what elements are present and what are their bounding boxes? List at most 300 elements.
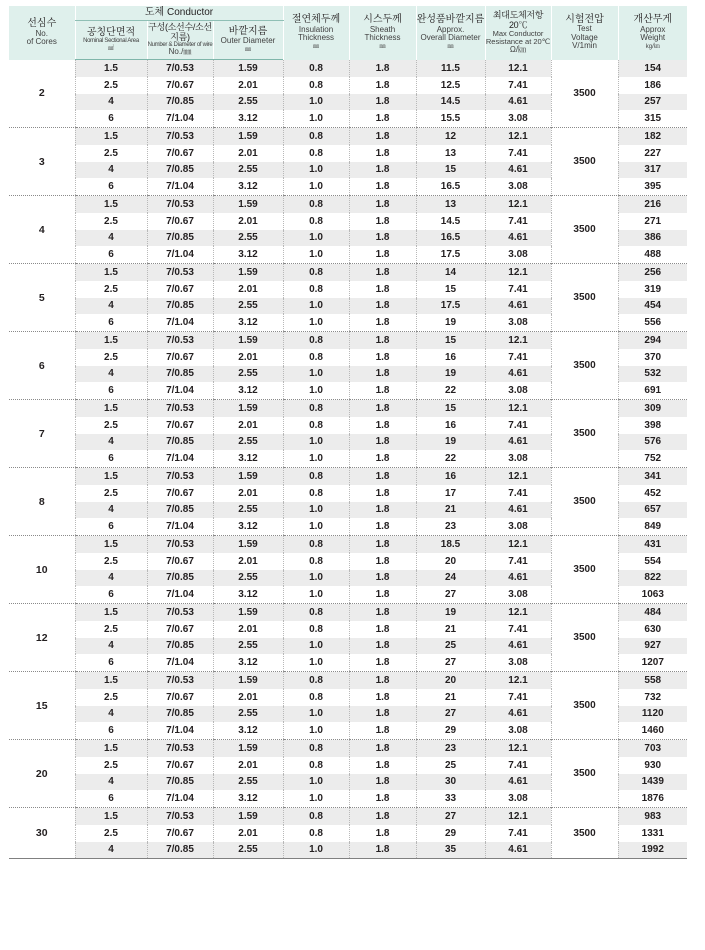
area-cell: 6 [75, 722, 147, 739]
outer-diameter-cell: 3.12 [213, 382, 283, 399]
sheath-cell: 1.8 [349, 740, 416, 757]
header-insulation-en1: Insulation [298, 24, 334, 34]
header-sheath-en1: Sheath [369, 24, 396, 34]
sheath-cell: 1.8 [349, 281, 416, 298]
area-cell: 1.5 [75, 128, 147, 145]
area-cell: 4 [75, 638, 147, 655]
cores-cell: 30 [9, 808, 75, 859]
sheath-cell: 1.8 [349, 332, 416, 349]
resistance-cell: 3.08 [485, 178, 551, 195]
header-cores [9, 6, 75, 60]
resistance-cell: 4.61 [485, 434, 551, 451]
overall-diameter-cell: 18.5 [416, 536, 485, 553]
area-cell: 4 [75, 298, 147, 315]
sheath-cell: 1.8 [349, 264, 416, 281]
outer-diameter-cell: 2.55 [213, 94, 283, 111]
area-cell: 4 [75, 842, 147, 859]
overall-diameter-cell: 29 [416, 722, 485, 739]
outer-diameter-cell: 2.55 [213, 298, 283, 315]
area-cell: 1.5 [75, 468, 147, 485]
outer-diameter-cell: 2.55 [213, 842, 283, 859]
area-cell: 2.5 [75, 281, 147, 298]
header-insulation-unit: ㎜ [313, 43, 320, 50]
sheath-cell: 1.8 [349, 790, 416, 807]
header-weight-ko: 개산무게 [633, 14, 673, 26]
weight-cell: 154 [618, 60, 687, 77]
weight-cell: 558 [618, 672, 687, 689]
wire-cell: 7/0.85 [147, 230, 213, 247]
table-body [9, 60, 687, 859]
header-wire [147, 21, 213, 60]
area-cell: 4 [75, 570, 147, 587]
sheath-cell: 1.8 [349, 196, 416, 213]
area-cell: 6 [75, 178, 147, 195]
header-wire-unit: No./㎜ [168, 47, 192, 57]
header-weight [618, 6, 687, 60]
outer-diameter-cell: 1.59 [213, 196, 283, 213]
resistance-cell: 12.1 [485, 400, 551, 417]
sheath-cell: 1.8 [349, 722, 416, 739]
overall-diameter-cell: 19 [416, 604, 485, 621]
area-cell: 6 [75, 110, 147, 127]
outer-diameter-cell: 3.12 [213, 314, 283, 331]
header-overall-ko: 완성품바깥지름 [416, 14, 485, 26]
insulation-cell: 0.8 [283, 672, 349, 689]
area-cell: 2.5 [75, 485, 147, 502]
area-cell: 4 [75, 94, 147, 111]
insulation-cell: 0.8 [283, 128, 349, 145]
header-overall-unit: ㎜ [447, 43, 454, 50]
overall-diameter-cell: 24 [416, 570, 485, 587]
overall-diameter-cell: 29 [416, 825, 485, 842]
outer-diameter-cell: 2.01 [213, 213, 283, 230]
weight-cell: 554 [618, 553, 687, 570]
resistance-cell: 3.08 [485, 586, 551, 603]
insulation-cell: 1.0 [283, 842, 349, 859]
resistance-cell: 7.41 [485, 145, 551, 162]
insulation-cell: 1.0 [283, 382, 349, 399]
cores-cell: 15 [9, 672, 75, 740]
resistance-cell: 4.61 [485, 842, 551, 859]
sheath-cell: 1.8 [349, 621, 416, 638]
overall-diameter-cell: 33 [416, 790, 485, 807]
weight-cell: 315 [618, 110, 687, 127]
test-voltage-cell: 3500 [551, 740, 618, 808]
wire-cell: 7/1.04 [147, 450, 213, 467]
sheath-cell: 1.8 [349, 349, 416, 366]
insulation-cell: 0.8 [283, 196, 349, 213]
wire-cell: 7/0.67 [147, 553, 213, 570]
area-cell: 6 [75, 382, 147, 399]
outer-diameter-cell: 2.01 [213, 757, 283, 774]
table-row [9, 740, 687, 757]
weight-cell: 317 [618, 162, 687, 179]
insulation-cell: 0.8 [283, 400, 349, 417]
resistance-cell: 4.61 [485, 638, 551, 655]
overall-diameter-cell: 27 [416, 808, 485, 825]
weight-cell: 927 [618, 638, 687, 655]
outer-diameter-cell: 3.12 [213, 790, 283, 807]
area-cell: 2.5 [75, 621, 147, 638]
sheath-cell: 1.8 [349, 774, 416, 791]
outer-diameter-cell: 1.59 [213, 604, 283, 621]
header-resistance-en2: Resistance at 20℃ [485, 36, 551, 46]
overall-diameter-cell: 17.5 [416, 246, 485, 263]
weight-cell: 691 [618, 382, 687, 399]
table-row [9, 604, 687, 621]
overall-diameter-cell: 16.5 [416, 178, 485, 195]
weight-cell: 452 [618, 485, 687, 502]
overall-diameter-cell: 19 [416, 366, 485, 383]
outer-diameter-cell: 2.55 [213, 434, 283, 451]
insulation-cell: 1.0 [283, 162, 349, 179]
header-resistance-unit: Ω/㎞ [509, 44, 527, 54]
area-cell: 1.5 [75, 60, 147, 77]
sheath-cell: 1.8 [349, 757, 416, 774]
weight-cell: 752 [618, 450, 687, 467]
weight-cell: 1460 [618, 722, 687, 739]
header-sheath [349, 6, 416, 60]
insulation-cell: 0.8 [283, 264, 349, 281]
resistance-cell: 7.41 [485, 485, 551, 502]
outer-diameter-cell: 1.59 [213, 60, 283, 77]
weight-cell: 930 [618, 757, 687, 774]
header-od-en: Outer Diameter [220, 36, 276, 46]
weight-cell: 294 [618, 332, 687, 349]
sheath-cell: 1.8 [349, 434, 416, 451]
overall-diameter-cell: 21 [416, 689, 485, 706]
overall-diameter-cell: 23 [416, 740, 485, 757]
area-cell: 1.5 [75, 400, 147, 417]
cores-cell: 2 [9, 60, 75, 128]
test-voltage-cell: 3500 [551, 604, 618, 672]
overall-diameter-cell: 15 [416, 332, 485, 349]
resistance-cell: 7.41 [485, 757, 551, 774]
area-cell: 6 [75, 314, 147, 331]
weight-cell: 488 [618, 246, 687, 263]
header-sheath-en2: Thickness [364, 33, 401, 43]
cores-cell: 12 [9, 604, 75, 672]
wire-cell: 7/0.85 [147, 94, 213, 111]
resistance-cell: 7.41 [485, 689, 551, 706]
overall-diameter-cell: 16.5 [416, 230, 485, 247]
outer-diameter-cell: 1.59 [213, 128, 283, 145]
table-row [9, 468, 687, 485]
weight-cell: 1992 [618, 842, 687, 859]
resistance-cell: 7.41 [485, 621, 551, 638]
wire-cell: 7/0.53 [147, 60, 213, 77]
header-voltage-en2: Voltage [571, 32, 598, 42]
outer-diameter-cell: 2.55 [213, 706, 283, 723]
outer-diameter-cell: 2.55 [213, 638, 283, 655]
area-cell: 6 [75, 586, 147, 603]
overall-diameter-cell: 16 [416, 468, 485, 485]
resistance-cell: 4.61 [485, 162, 551, 179]
weight-cell: 341 [618, 468, 687, 485]
weight-cell: 849 [618, 518, 687, 535]
header-cores-en1: No. [35, 28, 48, 38]
wire-cell: 7/1.04 [147, 314, 213, 331]
cores-cell: 6 [9, 332, 75, 400]
weight-cell: 216 [618, 196, 687, 213]
sheath-cell: 1.8 [349, 400, 416, 417]
wire-cell: 7/0.85 [147, 502, 213, 519]
wire-cell: 7/1.04 [147, 790, 213, 807]
resistance-cell: 12.1 [485, 808, 551, 825]
weight-cell: 395 [618, 178, 687, 195]
insulation-cell: 0.8 [283, 740, 349, 757]
weight-cell: 398 [618, 417, 687, 434]
sheath-cell: 1.8 [349, 502, 416, 519]
table-row [9, 332, 687, 349]
area-cell: 6 [75, 246, 147, 263]
resistance-cell: 3.08 [485, 246, 551, 263]
weight-cell: 370 [618, 349, 687, 366]
area-cell: 2.5 [75, 757, 147, 774]
resistance-cell: 3.08 [485, 654, 551, 671]
outer-diameter-cell: 2.01 [213, 281, 283, 298]
weight-cell: 576 [618, 434, 687, 451]
resistance-cell: 3.08 [485, 450, 551, 467]
sheath-cell: 1.8 [349, 536, 416, 553]
resistance-cell: 3.08 [485, 518, 551, 535]
insulation-cell: 1.0 [283, 94, 349, 111]
insulation-cell: 1.0 [283, 586, 349, 603]
overall-diameter-cell: 16 [416, 349, 485, 366]
outer-diameter-cell: 2.01 [213, 77, 283, 94]
area-cell: 2.5 [75, 349, 147, 366]
insulation-cell: 0.8 [283, 468, 349, 485]
resistance-cell: 3.08 [485, 722, 551, 739]
outer-diameter-cell: 2.01 [213, 485, 283, 502]
insulation-cell: 0.8 [283, 213, 349, 230]
overall-diameter-cell: 13 [416, 196, 485, 213]
weight-cell: 556 [618, 314, 687, 331]
sheath-cell: 1.8 [349, 689, 416, 706]
insulation-cell: 0.8 [283, 553, 349, 570]
sheath-cell: 1.8 [349, 518, 416, 535]
outer-diameter-cell: 1.59 [213, 332, 283, 349]
weight-cell: 484 [618, 604, 687, 621]
weight-cell: 822 [618, 570, 687, 587]
resistance-cell: 7.41 [485, 213, 551, 230]
table-row [9, 672, 687, 689]
header-weight-en2: Weight [640, 33, 666, 43]
sheath-cell: 1.8 [349, 672, 416, 689]
test-voltage-cell: 3500 [551, 196, 618, 264]
overall-diameter-cell: 35 [416, 842, 485, 859]
table-row [9, 808, 687, 825]
area-cell: 4 [75, 162, 147, 179]
area-cell: 1.5 [75, 196, 147, 213]
area-cell: 2.5 [75, 689, 147, 706]
sheath-cell: 1.8 [349, 468, 416, 485]
overall-diameter-cell: 20 [416, 553, 485, 570]
resistance-cell: 3.08 [485, 314, 551, 331]
area-cell: 1.5 [75, 264, 147, 281]
resistance-cell: 12.1 [485, 468, 551, 485]
table-header [9, 6, 687, 60]
insulation-cell: 1.0 [283, 230, 349, 247]
sheath-cell: 1.8 [349, 654, 416, 671]
resistance-cell: 7.41 [485, 77, 551, 94]
weight-cell: 1331 [618, 825, 687, 842]
cores-cell: 7 [9, 400, 75, 468]
overall-diameter-cell: 17 [416, 485, 485, 502]
wire-cell: 7/0.67 [147, 77, 213, 94]
wire-cell: 7/0.85 [147, 434, 213, 451]
resistance-cell: 7.41 [485, 349, 551, 366]
wire-cell: 7/0.53 [147, 332, 213, 349]
weight-cell: 309 [618, 400, 687, 417]
resistance-cell: 12.1 [485, 264, 551, 281]
cores-cell: 5 [9, 264, 75, 332]
sheath-cell: 1.8 [349, 314, 416, 331]
insulation-cell: 1.0 [283, 706, 349, 723]
area-cell: 1.5 [75, 672, 147, 689]
outer-diameter-cell: 1.59 [213, 536, 283, 553]
insulation-cell: 1.0 [283, 314, 349, 331]
insulation-cell: 0.8 [283, 145, 349, 162]
sheath-cell: 1.8 [349, 162, 416, 179]
insulation-cell: 0.8 [283, 281, 349, 298]
overall-diameter-cell: 21 [416, 502, 485, 519]
resistance-cell: 4.61 [485, 570, 551, 587]
sheath-cell: 1.8 [349, 417, 416, 434]
wire-cell: 7/0.85 [147, 774, 213, 791]
area-cell: 2.5 [75, 417, 147, 434]
wire-cell: 7/1.04 [147, 382, 213, 399]
header-od-ko: 바깥지름 [228, 25, 268, 37]
resistance-cell: 12.1 [485, 128, 551, 145]
area-cell: 2.5 [75, 553, 147, 570]
overall-diameter-cell: 22 [416, 450, 485, 467]
sheath-cell: 1.8 [349, 60, 416, 77]
resistance-cell: 12.1 [485, 740, 551, 757]
weight-cell: 1120 [618, 706, 687, 723]
overall-diameter-cell: 17.5 [416, 298, 485, 315]
wire-cell: 7/1.04 [147, 654, 213, 671]
weight-cell: 1876 [618, 790, 687, 807]
insulation-cell: 0.8 [283, 825, 349, 842]
sheath-cell: 1.8 [349, 570, 416, 587]
sheath-cell: 1.8 [349, 808, 416, 825]
resistance-cell: 12.1 [485, 60, 551, 77]
wire-cell: 7/0.53 [147, 604, 213, 621]
insulation-cell: 0.8 [283, 621, 349, 638]
sheath-cell: 1.8 [349, 638, 416, 655]
insulation-cell: 0.8 [283, 689, 349, 706]
sheath-cell: 1.8 [349, 825, 416, 842]
sheath-cell: 1.8 [349, 246, 416, 263]
wire-cell: 7/1.04 [147, 110, 213, 127]
insulation-cell: 1.0 [283, 178, 349, 195]
test-voltage-cell: 3500 [551, 332, 618, 400]
outer-diameter-cell: 2.55 [213, 366, 283, 383]
area-cell: 4 [75, 706, 147, 723]
area-cell: 4 [75, 774, 147, 791]
resistance-cell: 12.1 [485, 536, 551, 553]
table-row [9, 400, 687, 417]
cores-cell: 20 [9, 740, 75, 808]
overall-diameter-cell: 27 [416, 586, 485, 603]
sheath-cell: 1.8 [349, 298, 416, 315]
test-voltage-cell: 3500 [551, 264, 618, 332]
wire-cell: 7/0.85 [147, 570, 213, 587]
insulation-cell: 1.0 [283, 110, 349, 127]
area-cell: 4 [75, 502, 147, 519]
outer-diameter-cell: 2.01 [213, 417, 283, 434]
weight-cell: 182 [618, 128, 687, 145]
area-cell: 2.5 [75, 145, 147, 162]
resistance-cell: 4.61 [485, 366, 551, 383]
wire-cell: 7/0.67 [147, 349, 213, 366]
area-cell: 6 [75, 654, 147, 671]
insulation-cell: 0.8 [283, 485, 349, 502]
wire-cell: 7/1.04 [147, 178, 213, 195]
weight-cell: 271 [618, 213, 687, 230]
area-cell: 1.5 [75, 604, 147, 621]
header-cores-en2: of Cores [26, 37, 57, 46]
outer-diameter-cell: 3.12 [213, 654, 283, 671]
wire-cell: 7/0.53 [147, 400, 213, 417]
resistance-cell: 7.41 [485, 825, 551, 842]
weight-cell: 256 [618, 264, 687, 281]
weight-cell: 532 [618, 366, 687, 383]
outer-diameter-cell: 2.55 [213, 774, 283, 791]
sheath-cell: 1.8 [349, 450, 416, 467]
area-cell: 6 [75, 790, 147, 807]
insulation-cell: 0.8 [283, 60, 349, 77]
header-weight-unit: kg/㎞ [645, 43, 660, 50]
header-resistance-ko: 최대도체저항20℃ [492, 10, 544, 30]
area-cell: 4 [75, 230, 147, 247]
cores-cell: 8 [9, 468, 75, 536]
overall-diameter-cell: 19 [416, 314, 485, 331]
header-voltage-ko: 시험전압 [565, 13, 604, 25]
overall-diameter-cell: 12.5 [416, 77, 485, 94]
header-insulation-en2: Thickness [298, 33, 335, 43]
header-overall-diameter [416, 6, 485, 60]
insulation-cell: 1.0 [283, 434, 349, 451]
resistance-cell: 3.08 [485, 790, 551, 807]
weight-cell: 386 [618, 230, 687, 247]
resistance-cell: 12.1 [485, 604, 551, 621]
sheath-cell: 1.8 [349, 128, 416, 145]
header-insulation-ko: 절연체두께 [291, 14, 341, 26]
wire-cell: 7/0.85 [147, 706, 213, 723]
cable-spec-table [9, 6, 687, 859]
sheath-cell: 1.8 [349, 842, 416, 859]
wire-cell: 7/0.67 [147, 621, 213, 638]
wire-cell: 7/0.67 [147, 757, 213, 774]
header-area [75, 21, 147, 60]
overall-diameter-cell: 14 [416, 264, 485, 281]
area-cell: 2.5 [75, 77, 147, 94]
sheath-cell: 1.8 [349, 604, 416, 621]
test-voltage-cell: 3500 [551, 536, 618, 604]
header-voltage-en3: V/1min [572, 41, 597, 51]
wire-cell: 7/0.67 [147, 825, 213, 842]
cores-cell: 10 [9, 536, 75, 604]
sheath-cell: 1.8 [349, 230, 416, 247]
header-test-voltage [551, 6, 618, 60]
insulation-cell: 1.0 [283, 518, 349, 535]
resistance-cell: 4.61 [485, 230, 551, 247]
area-cell: 2.5 [75, 825, 147, 842]
resistance-cell: 12.1 [485, 196, 551, 213]
header-outer-diameter [213, 21, 283, 60]
